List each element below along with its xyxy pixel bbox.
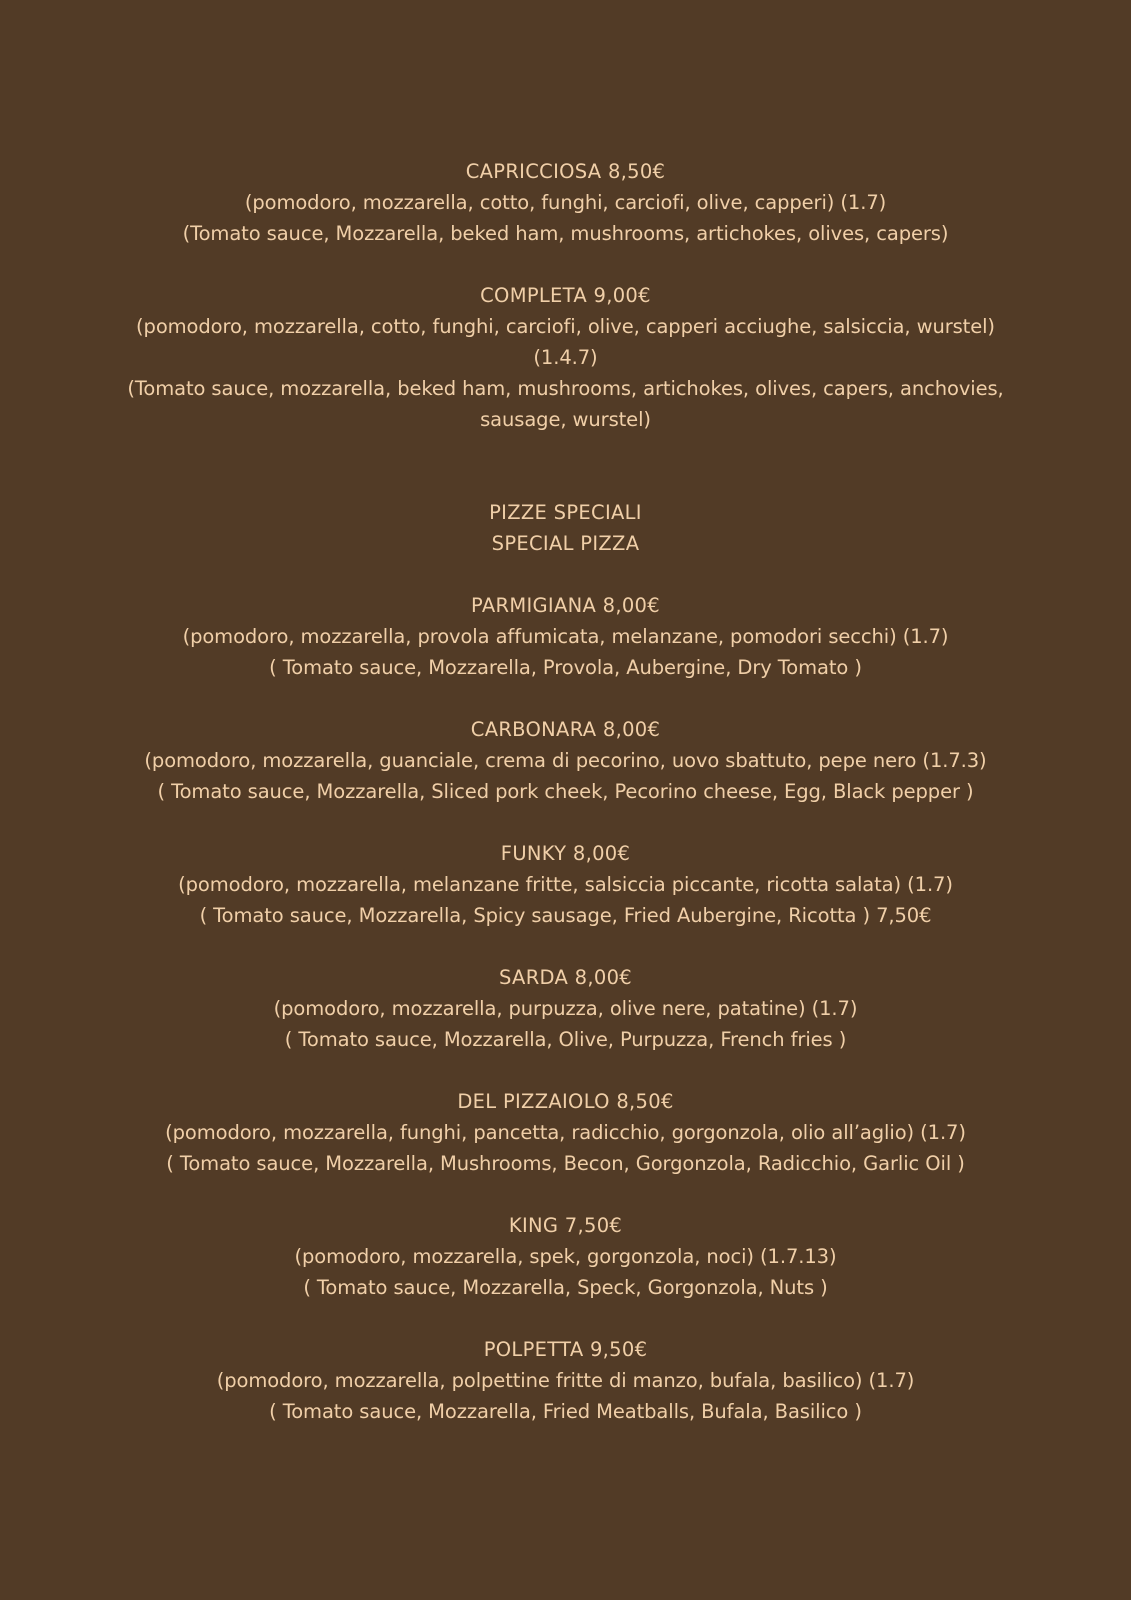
item-ingredients-it: (pomodoro, mozzarella, funghi, pancetta, radicchio, gorgonzola, olio all’aglio) (1.7) [165,1121,966,1144]
item-ingredients-it: (pomodoro, mozzarella, purpuzza, olive nere, patatine) (1.7) [273,997,858,1020]
item-ingredients-en: ( Tomato sauce, Mozzarella, Provola, Aubergine, Dry Tomato ) [269,656,862,679]
menu-item-del-pizzaiolo [101,1086,1031,1179]
section-heading [0,497,1131,559]
menu-item-funky [101,838,1031,931]
item-ingredients-it: (pomodoro, mozzarella, spek, gorgonzola, noci) (1.7.13) [294,1245,837,1268]
menu-item-capricciosa [101,156,1031,249]
item-ingredients-it: (pomodoro, mozzarella, melanzane fritte, salsiccia piccante, ricotta salata) (1.7) [178,873,953,896]
section-heading-en: SPECIAL PIZZA [491,532,640,555]
item-ingredients-it: (pomodoro, mozzarella, polpettine fritte di manzo, bufala, basilico) (1.7) [216,1369,915,1392]
menu-item-parmigiana [101,590,1031,683]
menu-item-king [101,1210,1031,1303]
item-ingredients-en: ( Tomato sauce, Mozzarella, Spicy sausage, Fried Aubergine, Ricotta ) 7,50€ [199,904,932,927]
item-ingredients-en: ( Tomato sauce, Mozzarella, Olive, Purpuzza, French fries ) [284,1028,847,1051]
menu-item-carbonara [101,714,1031,807]
item-title: CARBONARA 8,00€ [470,718,661,741]
item-ingredients-en: ( Tomato sauce, Mozzarella, Speck, Gorgonzola, Nuts ) [303,1276,828,1299]
item-title: POLPETTA 9,50€ [483,1338,648,1361]
item-ingredients-it: (pomodoro, mozzarella, cotto, funghi, carciofi, olive, capperi) (1.7) [244,191,887,214]
menu-item-polpetta [101,1334,1031,1427]
item-title: FUNKY 8,00€ [500,842,631,865]
item-title: PARMIGIANA 8,00€ [471,594,660,617]
item-title: SARDA 8,00€ [499,966,632,989]
item-ingredients-en: ( Tomato sauce, Mozzarella, Fried Meatballs, Bufala, Basilico ) [269,1400,862,1423]
item-title: KING 7,50€ [508,1214,623,1237]
item-title: DEL PIZZAIOLO 8,50€ [457,1090,674,1113]
item-title: CAPRICCIOSA 8,50€ [465,160,666,183]
menu-item-completa [101,280,1031,435]
item-ingredients-en: (Tomato sauce, mozzarella, beked ham, mushrooms, artichokes, olives, capers, anchovies, sausage, wurstel) [127,377,1004,431]
item-ingredients-it: (pomodoro, mozzarella, provola affumicata, melanzane, pomodori secchi) (1.7) [182,625,949,648]
item-ingredients-en: ( Tomato sauce, Mozzarella, Mushrooms, Becon, Gorgonzola, Radicchio, Garlic Oil ) [166,1152,965,1175]
item-ingredients-it: (pomodoro, mozzarella, cotto, funghi, carciofi, olive, capperi acciughe, salsiccia, wurstel) (1.4.7) [136,315,995,369]
item-title: COMPLETA 9,00€ [480,284,651,307]
item-ingredients-en: (Tomato sauce, Mozzarella, beked ham, mushrooms, artichokes, olives, capers) [182,222,949,245]
section-heading-it: PIZZE SPECIALI [489,501,642,524]
item-ingredients-it: (pomodoro, mozzarella, guanciale, crema di pecorino, uovo sbattuto, pepe nero (1.7.3) [144,749,987,772]
menu-item-sarda [101,962,1031,1055]
item-ingredients-en: ( Tomato sauce, Mozzarella, Sliced pork cheek, Pecorino cheese, Egg, Black pepper ) [157,780,974,803]
